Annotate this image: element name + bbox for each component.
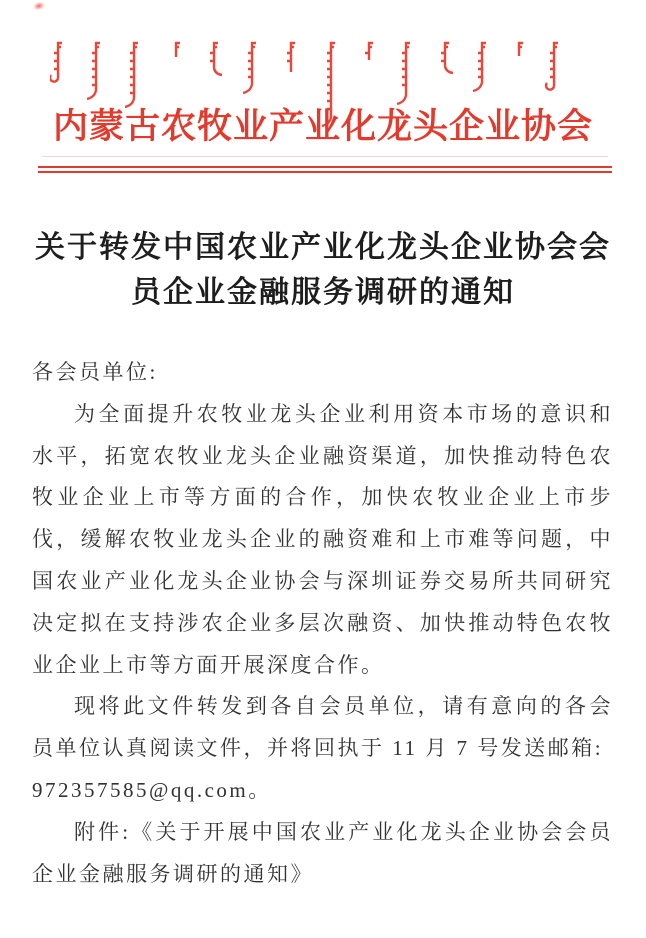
mongolian-word-column (518, 42, 523, 56)
mongolian-word-column (175, 42, 180, 57)
org-name: 内蒙古农牧业产业化龙头企业协会 (52, 107, 593, 146)
mongolian-word-column (50, 42, 62, 82)
notice-title-line2: 员企业金融服务调研的通知 (131, 276, 515, 309)
mongolian-word-column (87, 42, 100, 99)
body-paragraph: 为全面提升农牧业龙头企业利用资本市场的意识和水平，拓宽农牧业龙头企业融资渠道，加快推动特色农牧业企业上市等方面的合作，加快农牧业企业上市步伐，缓解农牧业龙头企业的融资难和上市难等问题，中国农业产业化龙头企业协会与深圳证券交易所共同研究决定拟在支持涉农企业多层次融资、加快推动特色农牧业企业上市等方面开展深度合作。 (32, 401, 613, 677)
body-paragraph: 现将此文件转发到各自会员单位，请有意向的各会员单位认真阅读文件，并将回执于 11 月 7 号发送邮箱: (32, 694, 613, 761)
body-paragraph: 附件:《关于开展中国农业产业化龙头企业协会会员企业金融服务调研的通知》 (32, 819, 613, 886)
mongolian-word-column (441, 42, 453, 73)
scan-ink-smudge (32, 1, 46, 12)
faint-scan-rule (42, 156, 608, 157)
notice-body (32, 352, 613, 895)
mongolian-word-column (473, 42, 486, 91)
mongolian-word-column (210, 42, 222, 75)
notice-title (18, 225, 628, 315)
body-paragraph: 972357585@qq.com。 (32, 777, 272, 802)
notice-title-line1: 关于转发中国农业产业化龙头企业协会会 (35, 231, 611, 264)
letterhead-double-rule (38, 166, 612, 173)
mongolian-word-column (243, 42, 256, 93)
salutation: 各会员单位: (32, 360, 158, 384)
mongolian-word-column (287, 42, 295, 72)
mongolian-word-column (365, 42, 373, 60)
mongolian-word-column (546, 42, 558, 90)
mongolian-word-column (397, 42, 410, 104)
